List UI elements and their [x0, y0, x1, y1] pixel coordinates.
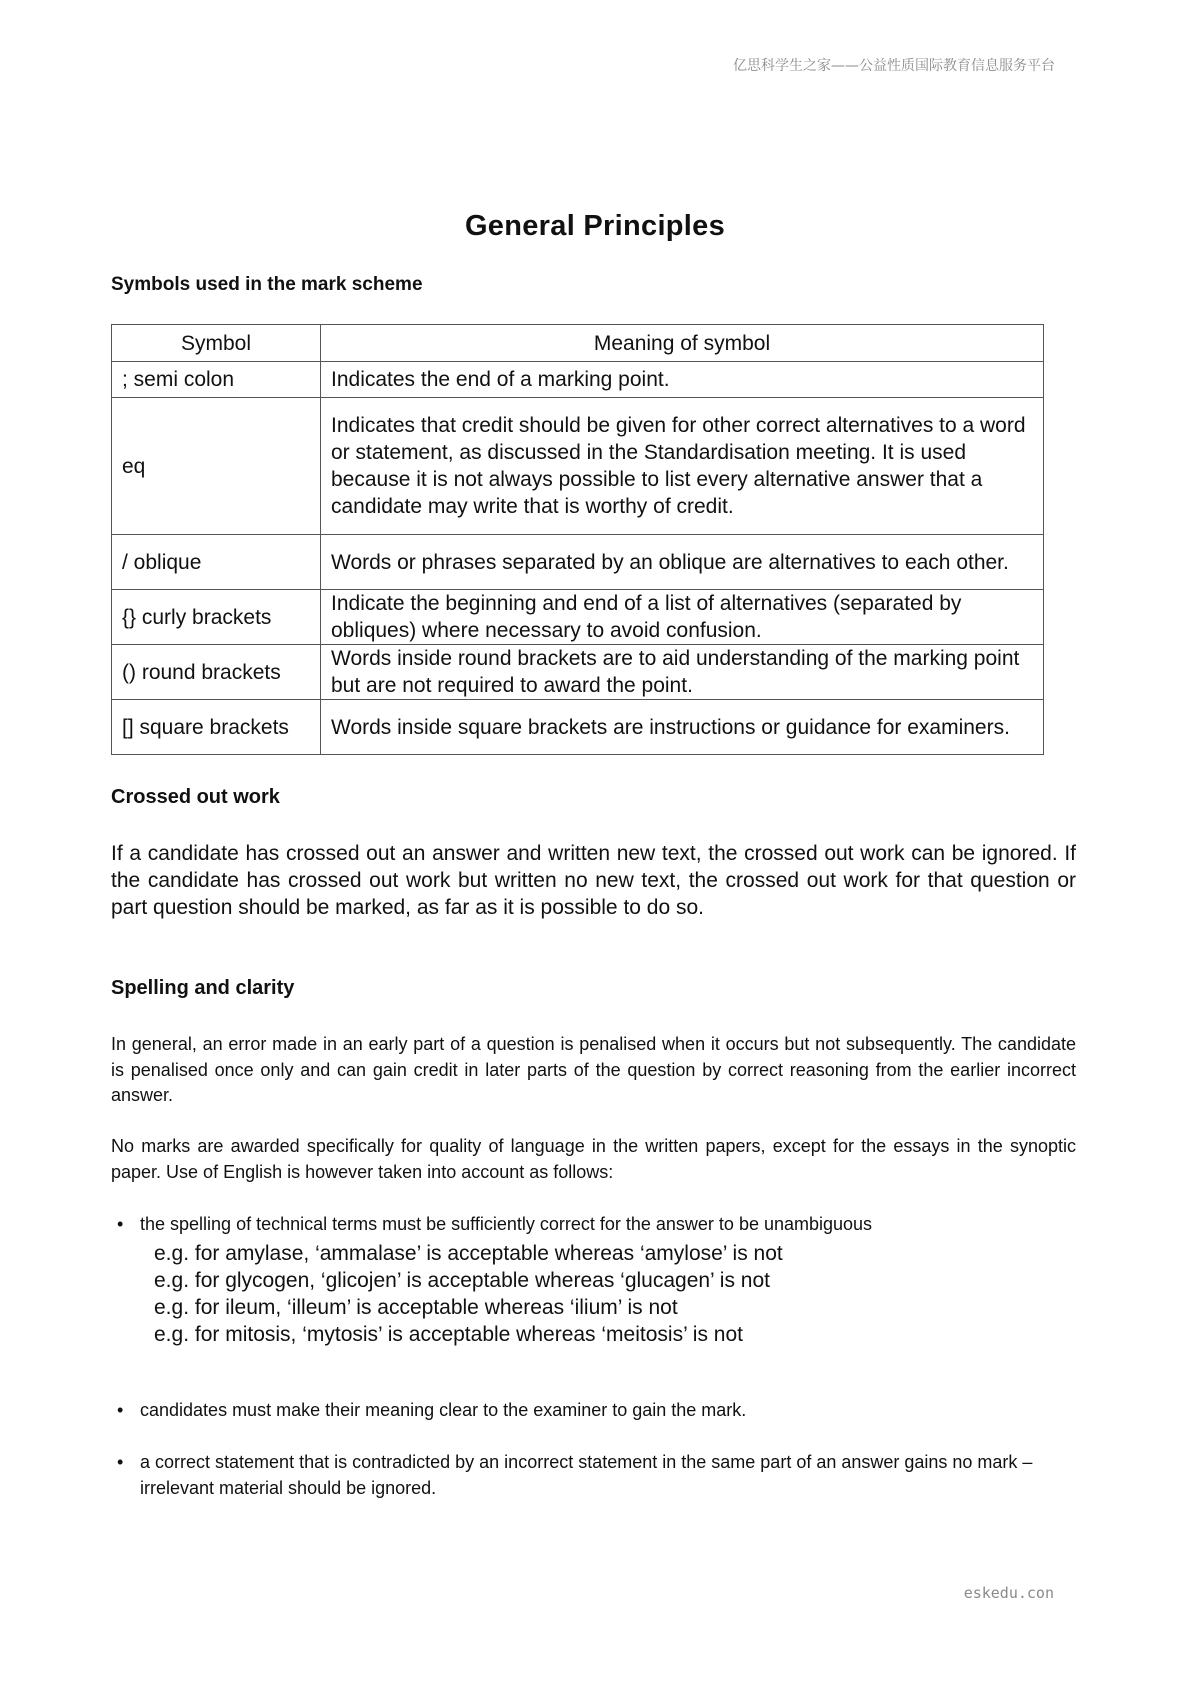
- meaning-cell: Words or phrases separated by an oblique are alternatives to each other.: [321, 535, 1044, 590]
- meaning-cell: Indicates that credit should be given for other correct alternatives to a word or statement, as discussed in the Standardisation meeting. It is used because it is not always possible to list every alternative answer that a candidate may write that is worthy of credit.: [321, 398, 1044, 535]
- table-row: [112, 590, 1044, 645]
- symbol-cell: / oblique: [112, 535, 321, 590]
- symbol-cell: ; semi colon: [112, 362, 321, 398]
- meaning-cell: Words inside round brackets are to aid understanding of the marking point but are not required to award the point.: [321, 645, 1044, 700]
- table-row: [112, 362, 1044, 398]
- spelling-heading: Spelling and clarity: [111, 977, 295, 999]
- spelling-paragraph-2: No marks are awarded specifically for quality of language in the written papers, except for the essays in the synoptic paper. Use of English is however taken into account as follows:: [111, 1136, 1076, 1182]
- spelling-paragraph-1: In general, an error made in an early part of a question is penalised when it occurs but not subsequently. The candidate is penalised once only and can gain credit in later parts of the question by correct reasoning from the earlier incorrect answer.: [111, 1034, 1076, 1105]
- crossed-out-heading: Crossed out work: [111, 786, 280, 808]
- bullet-text: a correct statement that is contradicted by an incorrect statement in the same part of an answer gains no mark – irrelevant material should be ignored.: [140, 1452, 1033, 1498]
- example-item: e.g. for glycogen, ‘glicojen’ is acceptable whereas ‘glucagen’ is not: [154, 1269, 770, 1292]
- footer-site: eskedu.con: [963, 1584, 1054, 1602]
- meaning-column-header: Meaning of symbol: [321, 325, 1044, 362]
- symbol-cell: {} curly brackets: [112, 590, 321, 645]
- spelling-examples: [154, 1240, 783, 1348]
- bullet-icon: •: [117, 1400, 124, 1420]
- list-item: [117, 1450, 1092, 1501]
- symbols-table: [111, 324, 1044, 755]
- meaning-cell: Indicate the beginning and end of a list of alternatives (separated by obliques) where necessary to avoid confusion.: [321, 590, 1044, 645]
- bullet-icon: •: [117, 1214, 124, 1234]
- header-site-note: 亿思科学生之家——公益性质国际教育信息服务平台: [733, 58, 1055, 74]
- symbol-column-header: Symbol: [112, 325, 321, 362]
- meaning-cell: Indicates the end of a marking point.: [321, 362, 1044, 398]
- table-row: [112, 398, 1044, 535]
- symbol-cell: eq: [112, 398, 321, 535]
- table-row: [112, 645, 1044, 700]
- bullet-text: the spelling of technical terms must be sufficiently correct for the answer to be unambiguous: [140, 1214, 873, 1234]
- example-item: e.g. for ileum, ‘illeum’ is acceptable whereas ‘ilium’ is not: [154, 1296, 678, 1319]
- page-title: General Principles: [464, 210, 726, 242]
- crossed-out-paragraph: If a candidate has crossed out an answer and written new text, the crossed out work can be ignored. If the candidate has crossed out work but written no new text, the crossed out work for that question or part question should be marked, as far as it is possible to do so.: [111, 842, 1076, 919]
- bullet-icon: •: [117, 1452, 124, 1472]
- table-row: [112, 700, 1044, 755]
- symbols-heading: Symbols used in the mark scheme: [111, 274, 423, 295]
- symbol-cell: () round brackets: [112, 645, 321, 700]
- meaning-cell: Words inside square brackets are instructions or guidance for examiners.: [321, 700, 1044, 755]
- example-item: e.g. for amylase, ‘ammalase’ is acceptable whereas ‘amylose’ is not: [154, 1242, 783, 1265]
- table-row: [112, 535, 1044, 590]
- bullet-text: candidates must make their meaning clear to the examiner to gain the mark.: [140, 1400, 747, 1420]
- example-item: e.g. for mitosis, ‘mytosis’ is acceptable whereas ‘meitosis’ is not: [154, 1323, 743, 1346]
- symbol-cell: [] square brackets: [112, 700, 321, 755]
- table-header-row: [112, 325, 1044, 362]
- list-item: [117, 1398, 1092, 1424]
- list-item: [117, 1212, 1092, 1238]
